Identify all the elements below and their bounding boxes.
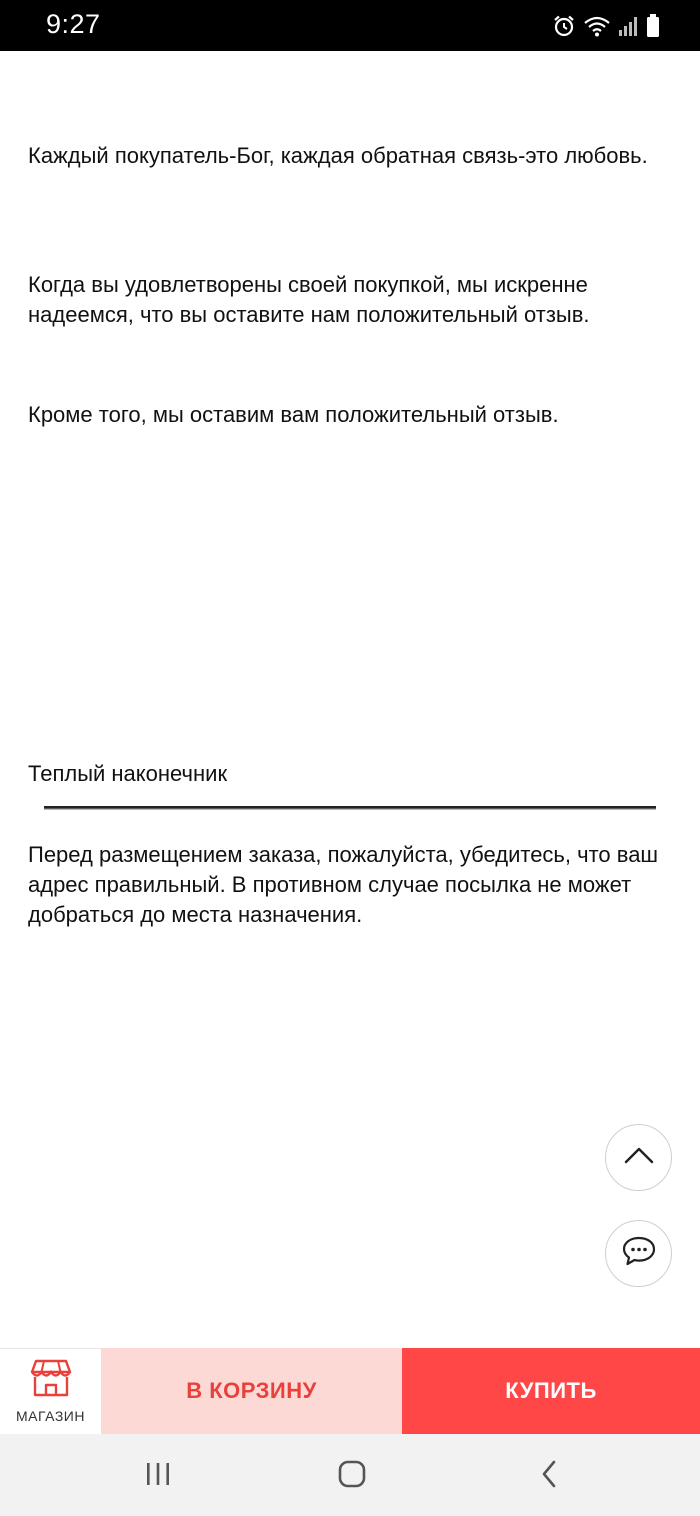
description-paragraph: Кроме того, мы оставим вам положительный отзыв. (28, 402, 559, 427)
home-button[interactable] (322, 1456, 382, 1496)
section-title: Теплый наконечник (28, 761, 228, 786)
action-bar (0, 1348, 700, 1434)
section-divider (44, 806, 656, 810)
notice-paragraph: Перед размещением заказа, пожалуйста, убедитесь, что ваш адрес правильный. В противном случае посылка не может добраться до места назначения. (28, 842, 659, 927)
status-bar (0, 0, 700, 51)
status-time: 9:27 (46, 9, 101, 39)
home-icon (337, 1459, 367, 1494)
chat-icon (621, 1235, 657, 1272)
chevron-up-icon (624, 1146, 654, 1169)
description-paragraph: Каждый покупатель-Бог, каждая обратная связь-это любовь. (28, 143, 648, 168)
chat-button[interactable] (605, 1220, 672, 1287)
battery-icon (646, 14, 660, 38)
description-paragraph: Когда вы удовлетворены своей покупкой, мы искренне надеемся, что вы оставите нам положительный отзыв. (28, 272, 590, 327)
scroll-to-top-button[interactable] (605, 1124, 672, 1191)
store-icon (30, 1359, 72, 1402)
back-icon (539, 1459, 559, 1494)
buy-now-button[interactable]: КУПИТЬ (402, 1348, 700, 1434)
shop-label: МАГАЗИН (16, 1408, 85, 1424)
add-to-cart-button[interactable]: В КОРЗИНУ (101, 1348, 402, 1434)
wifi-icon (584, 15, 610, 37)
back-button[interactable] (519, 1456, 579, 1496)
recent-apps-button[interactable] (128, 1456, 188, 1496)
recent-apps-icon (144, 1461, 172, 1492)
alarm-icon (552, 14, 576, 38)
status-icons (552, 12, 660, 40)
signal-icon (618, 15, 638, 37)
shop-button[interactable] (0, 1348, 101, 1434)
system-nav-bar (0, 1434, 700, 1516)
